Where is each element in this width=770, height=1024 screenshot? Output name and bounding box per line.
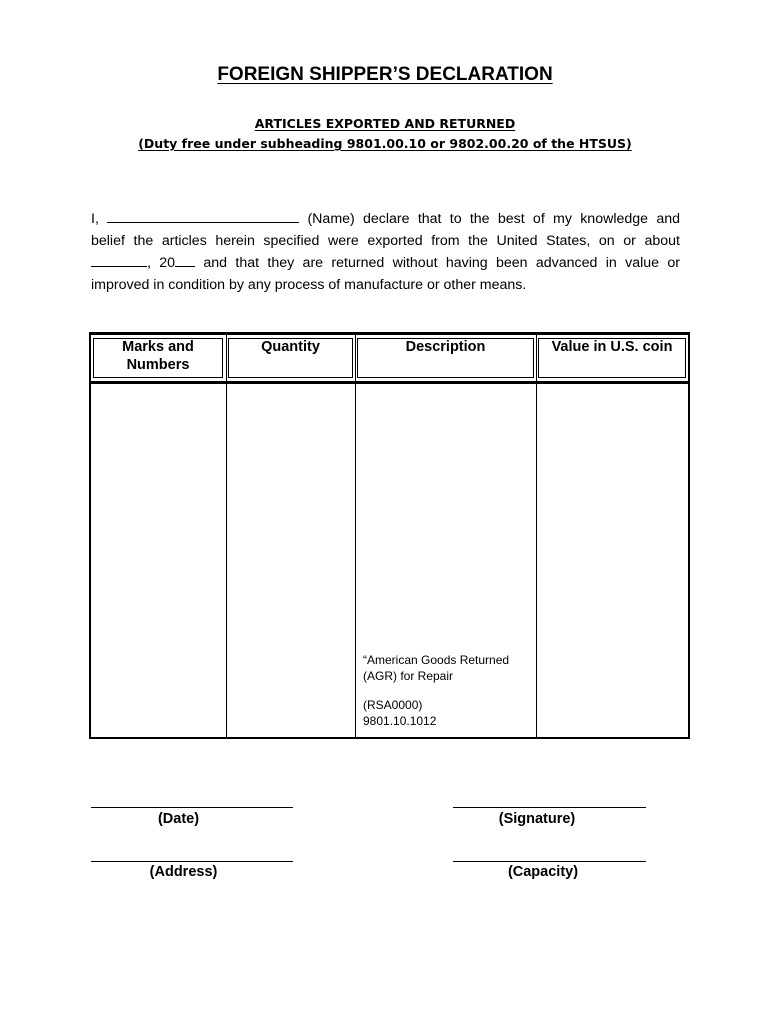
document-title: FOREIGN SHIPPER’S DECLARATION bbox=[217, 64, 553, 85]
name-blank[interactable] bbox=[107, 209, 299, 223]
date-label: (Date) bbox=[157, 811, 200, 827]
column-header-description: Description bbox=[405, 339, 486, 355]
column-header-marks: Marks and Numbers bbox=[122, 339, 194, 373]
date-day-blank[interactable] bbox=[91, 253, 147, 267]
subtitle-articles: ARTICLES EXPORTED AND RETURNED bbox=[254, 116, 516, 131]
column-header-quantity: Quantity bbox=[261, 339, 320, 355]
table-header-border bbox=[89, 381, 690, 384]
table-left-border bbox=[89, 332, 91, 739]
column-divider-2 bbox=[355, 332, 356, 739]
declaration-paragraph bbox=[91, 208, 680, 296]
rsa-code-note: (RSA0000) 9801.10.1012 bbox=[363, 698, 437, 728]
declaration-line-3: , 20 and that they are returned without having been advanced in value or bbox=[91, 252, 680, 274]
address-label: (Address) bbox=[149, 864, 218, 880]
date-line[interactable] bbox=[91, 807, 293, 808]
declaration-line-1: I, (Name) declare that to the best of my knowledge and bbox=[91, 211, 680, 227]
agr-note: “American Goods Returned (AGR) for Repair bbox=[363, 653, 510, 683]
table-right-border bbox=[688, 332, 690, 739]
table-top-border bbox=[89, 332, 690, 335]
subtitle-duty-free: (Duty free under subheading 9801.00.10 or 9802.00.20 of the HTSUS) bbox=[138, 136, 632, 151]
declaration-line-2: belief the articles herein specified were exported from the United States, on or about bbox=[91, 233, 680, 249]
column-divider-3 bbox=[536, 332, 537, 739]
capacity-label: (Capacity) bbox=[507, 864, 579, 880]
column-header-value: Value in U.S. coin bbox=[551, 339, 673, 355]
address-line[interactable] bbox=[91, 861, 293, 862]
table-bottom-border bbox=[89, 737, 690, 739]
year-blank[interactable] bbox=[175, 253, 195, 267]
column-divider-1 bbox=[226, 332, 227, 739]
declaration-line-4: improved in condition by any process of manufacture or other means. bbox=[91, 277, 527, 293]
signature-label: (Signature) bbox=[498, 811, 576, 827]
capacity-line[interactable] bbox=[453, 861, 646, 862]
signature-line[interactable] bbox=[453, 807, 646, 808]
